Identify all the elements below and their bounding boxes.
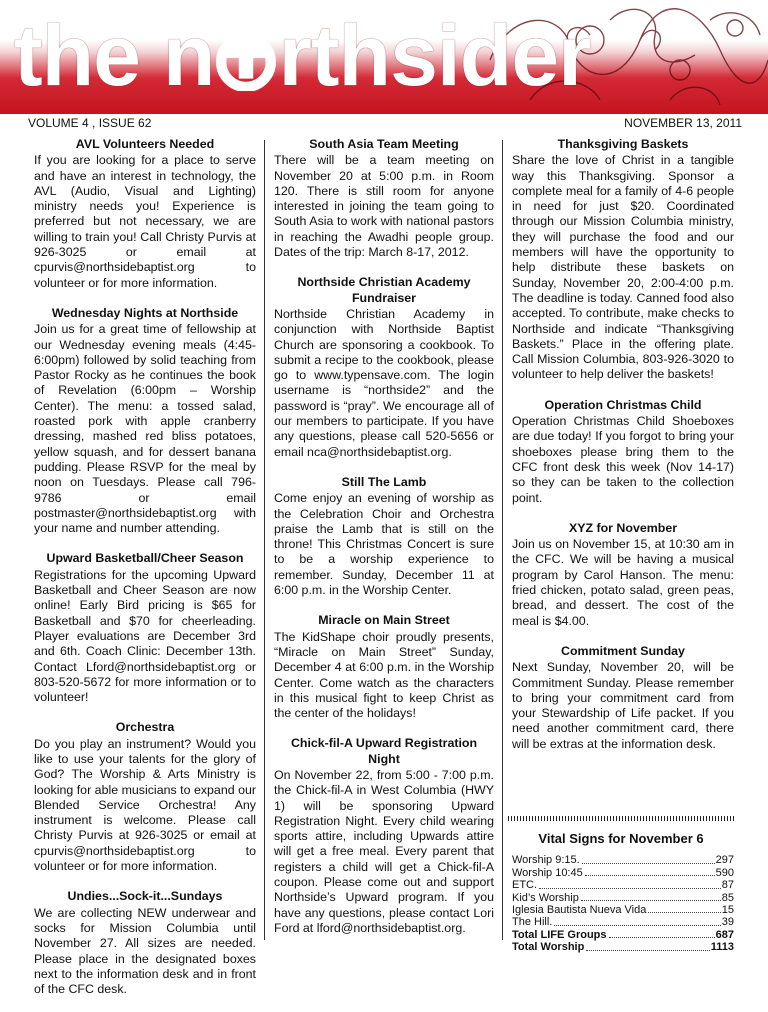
article-wednesday <box>34 306 256 536</box>
article-title: Undies...Sock-it...Sundays <box>67 889 223 904</box>
article-title: Upward Basketball/Cheer Season <box>46 551 244 566</box>
article-title: XYZ for November <box>568 520 678 535</box>
article-body: On November 22, from 5:00 - 7:00 p.m. the Chick-fil-A in West Columbia (HWY 1) will be sponsoring Upward Registration Night. Every child wearing sports attire, including Upwards attire will get a free meal. Every parent that registers a child will get a Chick-fil-A coupon. Please come out and support Northside’s Upward program. If you have any questions, please contact Lori Ford at lford@northsidebaptist.org. <box>274 767 494 935</box>
article-title: Chick-fil-A Upward Registration Night <box>290 736 478 766</box>
article-nca <box>274 275 494 460</box>
article-title: Wednesday Nights at Northside <box>51 305 239 320</box>
column-divider <box>502 140 503 940</box>
article-title: Operation Christmas Child <box>544 397 702 412</box>
column-right <box>512 137 734 767</box>
article-body: Northside Christian Academy in conjunction with Northside Baptist Church are sponsoring a cookbook. To submit a recipe to the cookbook, please go to www.typensave.com. The login username is “northside2” and the password is “pray”. We encourage all of our members to participate. If you have any questions, please call 520-5656 or email nca@northsidebaptist.org. <box>274 306 494 459</box>
column-divider <box>264 140 265 940</box>
article-body: Do you play an instrument? Would you like to use your talents for the glory of God? The Worship & Arts Ministry is looking for able musicians to expand our Blended Service Orchestra! Any instrument is welcome. Please call Christy Purvis at 926-3025 or email at cpurvis@northsidebaptist.org to volunteer or for more information. <box>34 736 256 874</box>
vital-row-total: Total Worship 1113 <box>512 941 734 954</box>
article-title: AVL Volunteers Needed <box>75 137 215 151</box>
article-title: Still The Lamb <box>341 474 427 489</box>
vital-row: The Hill. 39 <box>512 916 734 929</box>
article-undies <box>34 889 256 997</box>
article-chick-fil-a <box>274 736 494 936</box>
article-body: Registrations for the upcoming Upward Basketball and Cheer Season are now online! Early Bird pricing is $65 for Basketball and $70 for cheerleading. Player evaluations are December 3rd and 6th. Coach Clinic: December 13th. Contact Lford@northsidebaptist.org or 803-520-5672 for more information or to volunteer! <box>34 567 256 705</box>
article-upward <box>34 551 256 705</box>
hatch-divider <box>508 816 734 821</box>
house-arrow-icon <box>215 29 277 91</box>
article-body: Operation Christmas Child Shoeboxes are due today! If you forgot to bring your shoeboxes please bring them to the CFC front desk this week (Nov 14-17) so they can be taken to the collection point. <box>512 414 734 505</box>
article-body: If you are looking for a place to serve and have an interest in technology, the AVL (Audio, Visual and Lighting) ministry needs you! Experience is preferred but not necessary, we are willing to train you! Call Christy Purvis at 926-3025 or email at cpurvis@northsidebaptist.org to volunteer or for more information. <box>34 153 256 290</box>
volume-issue: VOLUME 4 , ISSUE 62 <box>28 116 152 130</box>
article-body: Next Sunday, November 20, will be Commitment Sunday. Please remember to bring your commitment card from your Stewardship of Life packet. If you need another commitment card, there will be extras at the information desk. <box>512 660 734 751</box>
article-title: Northside Christian Academy Fundraiser <box>297 275 471 305</box>
article-title: South Asia Team Meeting <box>309 137 459 151</box>
article-still-the-lamb <box>274 475 494 598</box>
column-middle <box>274 137 494 951</box>
vital-row: Worship 9:15. 297 <box>512 854 734 867</box>
masthead-title: the n rthsider <box>14 8 591 104</box>
article-body: Share the love of Christ in a tangible way this Thanksgiving. Sponsor a complete meal for a family of 4-6 people in need for just $20. Coordinated through our Mission Columbia ministry, they will purchase the food and our members will have the opportunity to help distribute these baskets on Sunday, November 20, 2:00-4:00 p.m. The deadline is today. Canned food also accepted. To contribute, make checks to Northside and indicate “Thanksgiving Baskets.” Place in the offering plate. Call Mission Columbia, 803-926-3020 to volunteer to help deliver the baskets! <box>512 153 734 382</box>
column-left <box>34 137 256 1012</box>
article-title: Thanksgiving Baskets <box>557 137 689 151</box>
vital-row: Iglesia Bautista Nueva Vida 15 <box>512 903 734 916</box>
article-body: We are collecting NEW underwear and socks for Mission Columbia until November 27. All sizes are needed. Please place in the designated boxes next to the information desk and in front of the CFC desk. <box>34 905 256 997</box>
vital-row: Kid’s Worship 85 <box>512 891 734 904</box>
masthead <box>0 0 768 114</box>
article-title: Miracle on Main Street <box>318 613 450 628</box>
article-occ <box>512 398 734 506</box>
article-south-asia <box>274 137 494 260</box>
article-commitment <box>512 644 734 752</box>
vital-row-total: Total LIFE Groups 687 <box>512 928 734 941</box>
article-title: Orchestra <box>115 720 175 735</box>
article-xyz <box>512 521 734 629</box>
article-body: The KidShape choir proudly presents, “Miracle on Main Street” Sunday, December 4 at 6:00 p.m. in the Worship Center. Come watch as the characters in this musical fight to keep Christ as the center of the holidays! <box>274 629 494 721</box>
article-miracle <box>274 613 494 721</box>
article-thanksgiving <box>512 137 734 383</box>
vital-signs-box <box>508 816 734 954</box>
article-body: Join us for a great time of fellowship at our Wednesday evening meals (4:45-6:00pm) followed by solid teaching from Pastor Rocky as he continues the book of Revelation (6:00pm – Worship Center). The menu: a tossed salad, roasted pork with apple cranberry dressing, mashed red bliss potatoes, yellow squash, and for dessert banana pudding. Please RSVP for the meal by noon on Tuesdays. Please call 796-9786 or email postmaster@northsidebaptist.org with your name and number attending. <box>34 322 256 536</box>
vital-signs-title: Vital Signs for November 6 <box>538 831 704 846</box>
article-title: Commitment Sunday <box>561 643 685 658</box>
article-body: There will be a team meeting on November 20 at 5:00 p.m. in Room 120. There is still room for anyone interested in joining the team going to South Asia to work with national pastors in reaching the Awadhi people group. Dates of the trip: March 8-17, 2012. <box>274 153 494 260</box>
vital-row: ETC. 87 <box>512 879 734 892</box>
issue-date: NOVEMBER 13, 2011 <box>624 116 742 130</box>
article-avl <box>34 137 256 291</box>
vital-row: Worship 10:45 590 <box>512 866 734 879</box>
article-orchestra <box>34 720 256 874</box>
article-body: Join us on November 15, at 10:30 am in the CFC. We will be having a musical program by Carol Hanson. The menu: fried chicken, potato salad, green peas, bread, and dessert. The cost of the meal is $4.00. <box>512 537 734 628</box>
article-body: Come enjoy an evening of worship as the Celebration Choir and Orchestra praise the Lamb that is still on the throne! This Christmas Concert is sure to be a worship experience to remember. Sunday, December 11 at 6:00 p.m. in the Worship Center. <box>274 491 494 598</box>
